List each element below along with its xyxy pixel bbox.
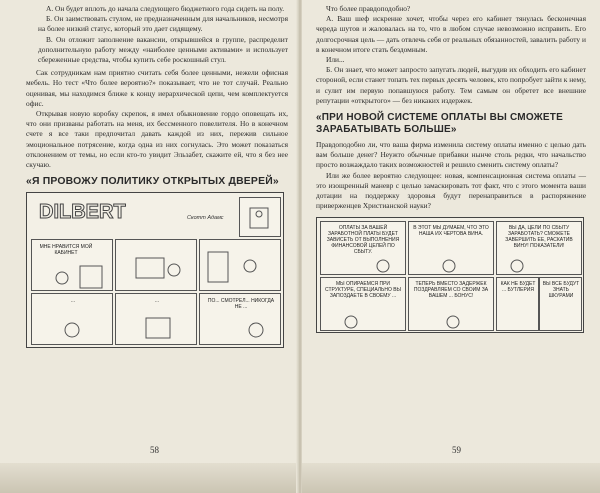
right-page-number: 59: [452, 445, 461, 455]
comic-panel-2: [31, 239, 113, 291]
left-page: [0, 0, 298, 493]
comic-r-panel-1: [320, 221, 406, 275]
comic-r-bubble-6: КАК НЕ БУДЕТ ... БУТЛЕРИЯ: [500, 281, 536, 294]
right-page-bottom-edge: [302, 463, 600, 493]
comic-r-panel-2: [408, 221, 494, 275]
right-paragraph-5: Правдоподобно ли, что ваша фирма изменила систему оплаты именно с целью дать вам больше денег? Неужто обычные прибавки нынче столь редки, что начальство просто возжаждало таких возможностей и решило сменить систему оплаты?: [316, 140, 586, 170]
comic-r-panel-4: [320, 277, 406, 331]
comic-r-bubble-5: ТЕПЕРЬ ВМЕСТО ЗАДЕРЖЕК ПОЗДРАВЛЯЕМ СО СВОИМ ЗА ВАШЕМ ... БОНУС!: [413, 281, 489, 300]
comic-panel-3: [115, 239, 197, 291]
left-paragraph-2: Б. Он заимствовать стулом, не предназначенным для начальников, несмотря на более низкий статус, который это дает сидящему.: [38, 14, 288, 34]
left-paragraph-1: А. Он будет вплоть до начала следующего бюджетного года сидеть на полу.: [46, 4, 285, 13]
comic-r-bubble-3: ВЫ ДА, ЦЕЛИ ПО СБЫТУ ЗАРАБОТАТЬ? СМОЖЕТЕ ЗАВЕРШИТЬ ЕЕ, РАСКАТИВ ВИНУ! ПОКАЗАТЕЛИ!: [505, 225, 573, 250]
comic-bubble-2: ...: [70, 298, 76, 305]
comic-r-panel-3: [496, 221, 582, 275]
right-paragraph-1: Что более правдоподобно?: [326, 4, 411, 13]
svg-text:DILBERT: DILBERT: [39, 201, 126, 224]
comic-r-bubble-1: ОПЛАТЫ ЗА ВАШЕЙ ЗАРАБОТНОЙ ПЛАТЫ БУДЕТ ЗАВИСЕТЬ ОТ ВЫПОЛНЕНИЯ ФИНАНСОВОЙ ЦЕЛЕЙ ПО СБЫТУ.: [326, 225, 400, 256]
left-paragraph-3: В. Он отложит заполнение вакансии, открывшейся в группе, распределит дополнительную работу между «наиболее ценными активами» и использует сбереженные средства, чтобы купить себе роскошный стул.: [38, 34, 288, 65]
comic-panel-1: [239, 197, 281, 237]
comic-signature: Скотт Адамс: [187, 215, 224, 222]
right-paragraph-4: Б. Он знает, что может запросто запугать людей, выгудив их обходить его кабинет стороной, если станет топать тех первых десять человек, кто попробует зайти к нему, и сулит им первую попавшуюся работу. Тем самым он обретет все внешние репутации «открытого» — без никаких издержек.: [316, 65, 586, 105]
comic-bubble-3: ...: [154, 298, 160, 305]
right-paragraph-3: Или...: [326, 55, 345, 65]
right-paragraph-6: Или же более вероятно следующее: новая, компенсационная система оплаты — это изощренный маневр с целью замаскировать тот факт, что с этого момента ваши дотации на поддержку здоровья будут перенаправиться в распоряжение приверженцев Христианской науки?: [316, 170, 586, 211]
comic-panel-4: [199, 239, 281, 291]
dilbert-comic-left: [26, 192, 284, 348]
comic-r-bubble-4: МЫ ОПИРАЕМСЯ ПРИ СТРУКТУРЕ, СПЕЦИАЛЬНО ВЫ ЗАПОЗДАЕТЕ В СВОЕМУ ...: [325, 281, 401, 300]
dilbert-comic-right: [316, 217, 584, 333]
comic-r-panel-5: [408, 277, 494, 331]
left-section-heading: «Я ПРОВОЖУ ПОЛИТИКУ ОТКРЫТЫХ ДВЕРЕЙ»: [26, 176, 279, 188]
comic-panel-5: [31, 293, 113, 345]
comic-logo: [37, 199, 147, 223]
comic-r-panel-7: [539, 277, 582, 331]
left-paragraph-5: Открывая новую коробку скрепок, я имел обыкновение гордо оповещать их, что они призваны работать на меня, их бессменного повелителя. Но в конечном счете я все таки предпочитал давать каждой из них, пережив сильное эмоциональное потрясение, когда одна из них согнулась. Это может показаться отклонением от темы, но если кто-то увидит Эльзабет, скажите ей, что я без нее скучаю.: [26, 109, 288, 170]
comic-r-bubble-2: В ЭТОТ МЫ ДУМАЕМ, ЧТО ЭТО НАША ИХ ЧЕРТОВА ВИНА.: [413, 225, 489, 238]
right-paragraph-2: А. Ваш шеф искренне хочет, чтобы через его кабинет тянулась бесконечная череда шутов и жаловалась на то, что в любом случае невозможно исправить. Его долгосрочная цель — дать отвлечь себя от реальных обязанностей, завалить работу и в конечном итоге стать бездомным.: [316, 14, 586, 54]
comic-r-bubble-7: ВЫ ВСЕ БУДУТ ЗНАТЬ ШКУРАМИ: [542, 281, 580, 300]
comic-r-panel-6: [496, 277, 539, 331]
comic-panel-7: [199, 293, 281, 345]
right-section-heading: «ПРИ НОВОЙ СИСТЕМЕ ОПЛАТЫ ВЫ СМОЖЕТЕ ЗАРАБАТЫВАТЬ БОЛЬШЕ»: [316, 112, 563, 136]
comic-bubble-1: МНЕ НРАВИТСЯ МОЙ КАБИНЕТ: [39, 244, 93, 257]
left-page-number: 58: [150, 445, 159, 455]
left-paragraph-4: Сак сотрудникам нам приятно считать себя более ценными, нежели офисная мебель. Но тест «Что более вероятно?» показывает, что не тот случай. Реально оценивая, мы находимся ближе к концу иерархической цепи, чем комплектуется офис.: [26, 68, 288, 108]
left-page-bottom-edge: [0, 463, 298, 493]
right-page: [302, 0, 600, 493]
comic-panel-6: [115, 293, 197, 345]
comic-bubble-4: ПО... СМОТРЕЛ... НИКОГДА НЕ ...: [207, 298, 275, 311]
